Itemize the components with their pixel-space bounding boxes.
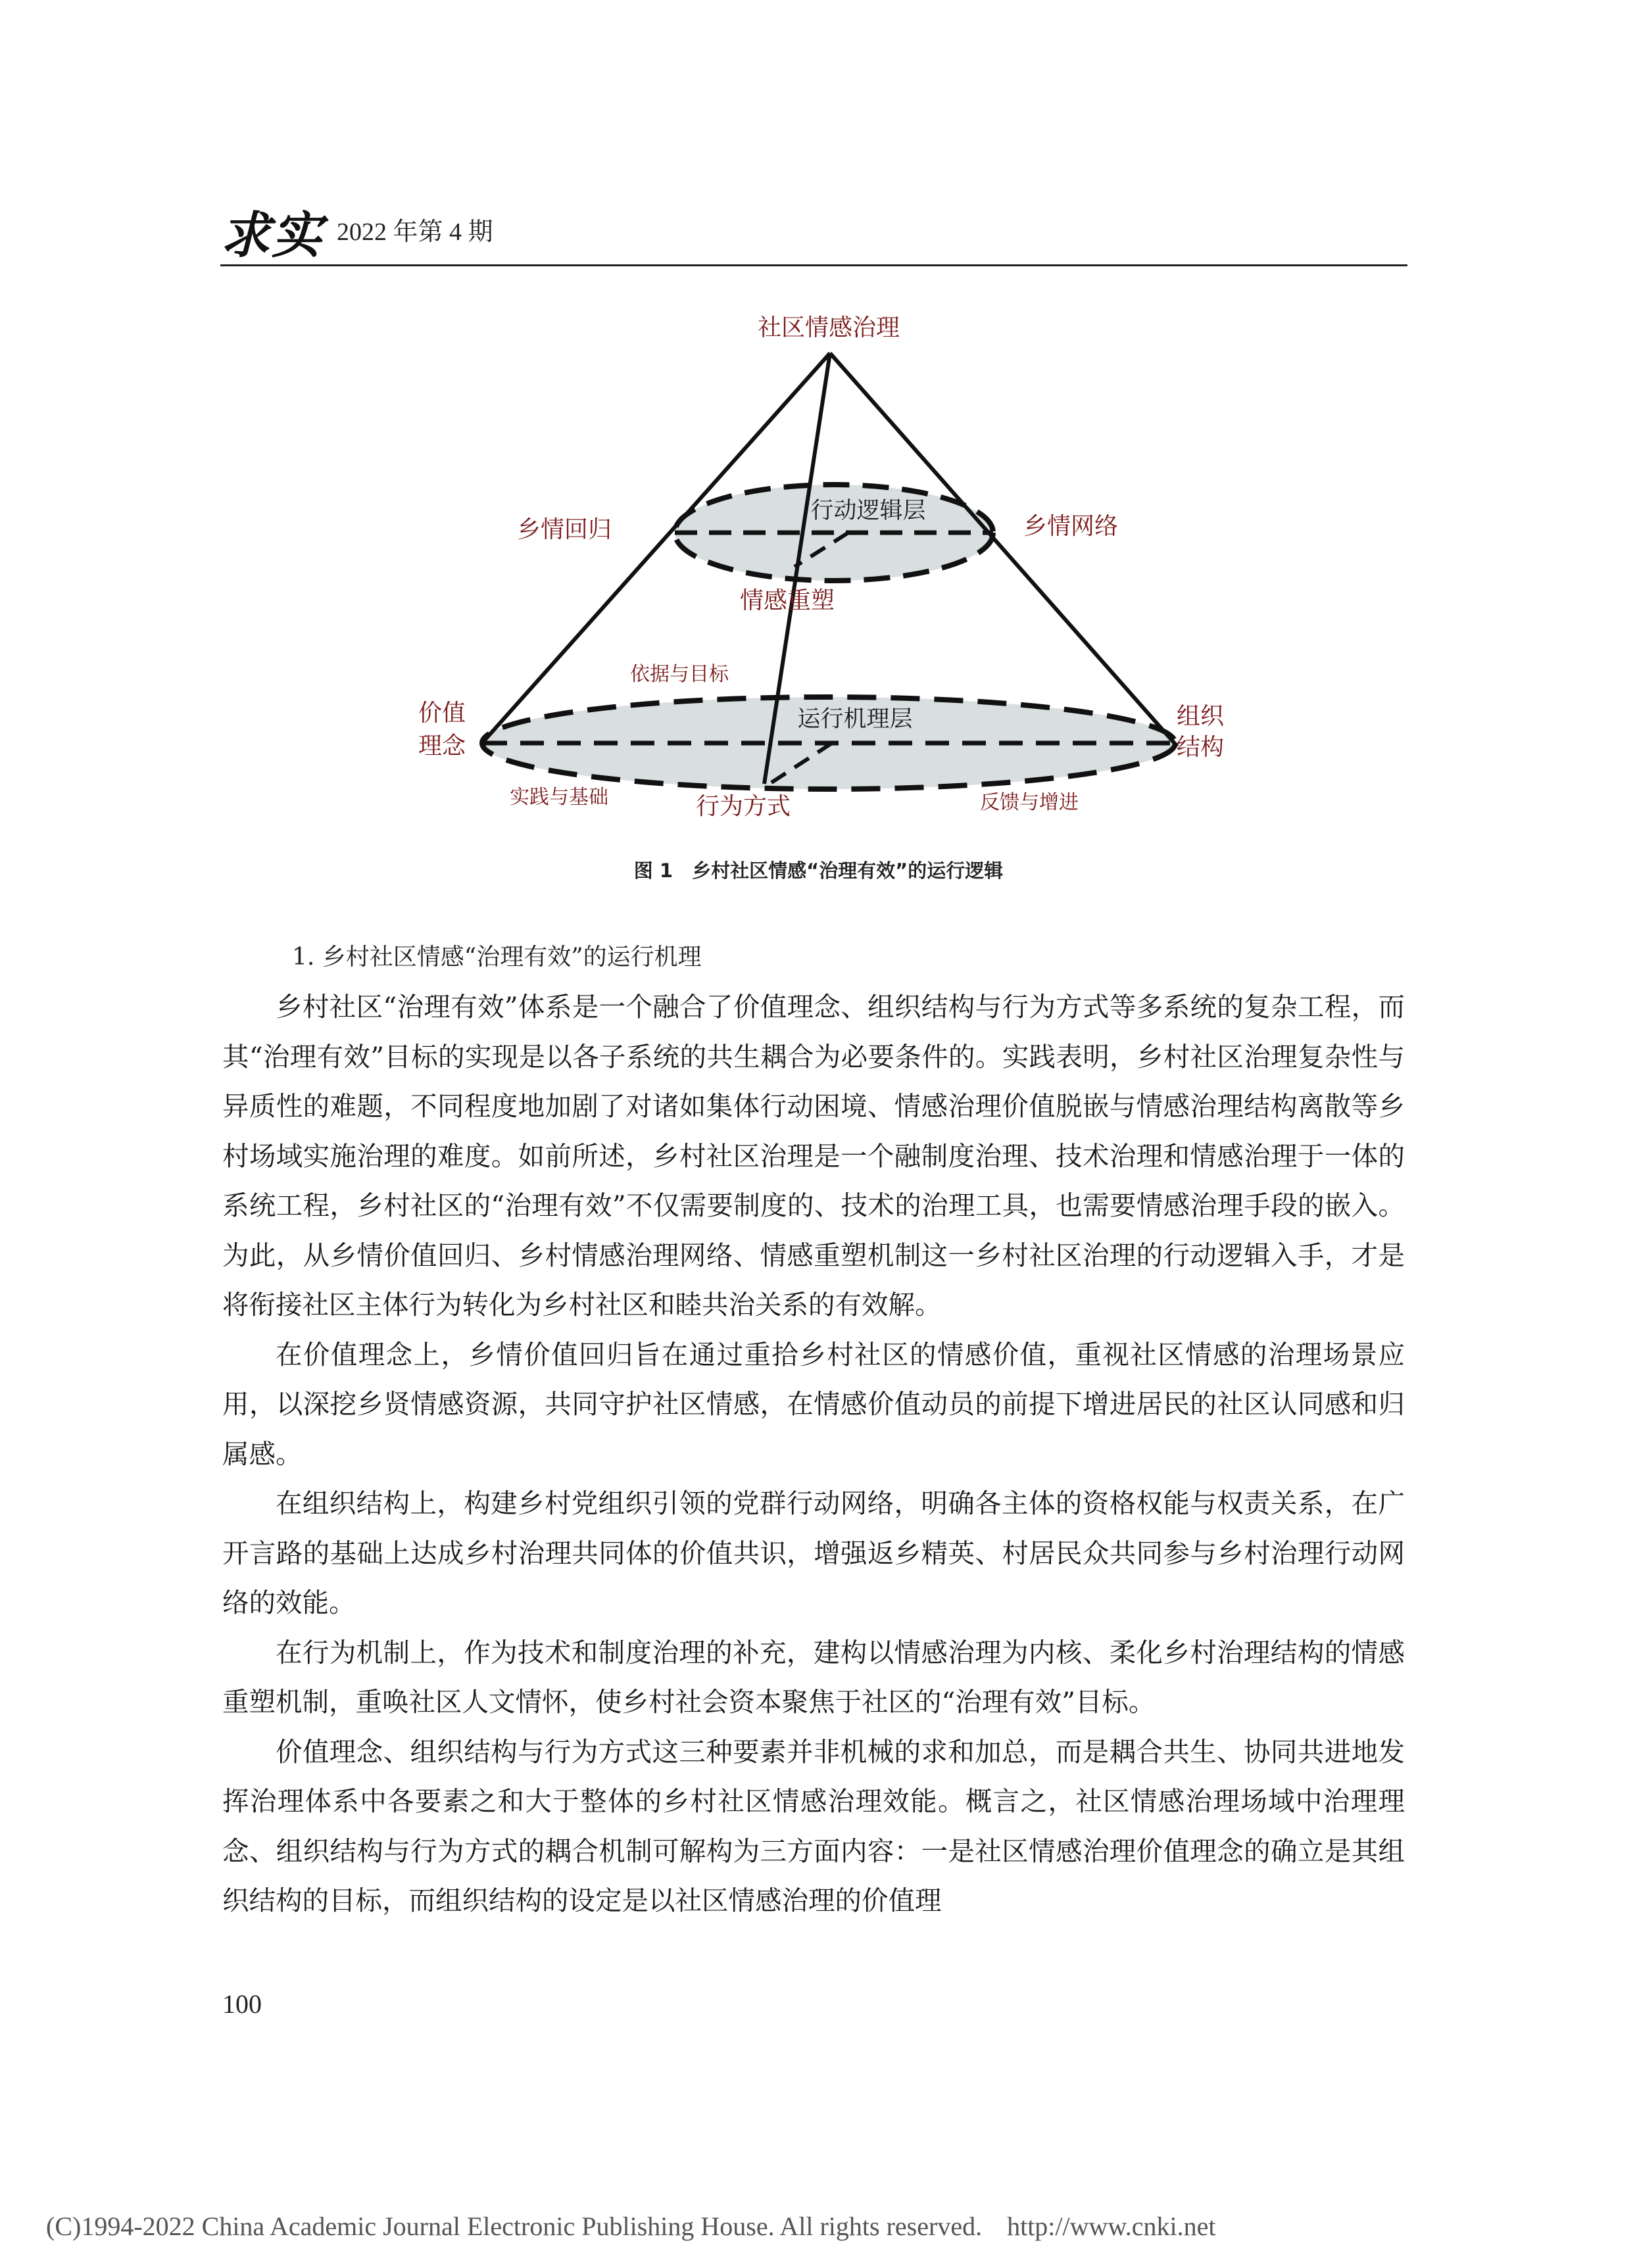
upper-layer-label: 行动逻辑层 <box>810 498 926 524</box>
bottom-left-label: 实践与基础 <box>510 786 608 809</box>
issue-label: 2022 年第 4 期 <box>337 218 493 246</box>
copyright-text: (C)1994-2022 China Academic Journal Electronic Publishing House. All rights reserved. <box>46 2211 983 2241</box>
copyright-line <box>46 2213 1215 2240</box>
section-heading: 1. 乡村社区情感“治理有效”的运行机理 <box>292 944 702 971</box>
journal-logo: 求实 <box>220 206 323 264</box>
page-number: 100 <box>222 1989 262 2019</box>
lower-right-label-line1: 组织 <box>1176 703 1225 730</box>
upper-left-label: 乡情回归 <box>516 516 612 543</box>
paragraph: 在组织结构上，构建乡村党组织引领的党群行动网络，明确各主体的资格权能与权责关系，在广开言路的基础上达成乡村治理共同体的价值共识，增强返乡精英、村居民众共同参与乡村治理行动网络的效能。 <box>222 1487 1405 1618</box>
lower-left-label-line1: 价值 <box>418 700 466 727</box>
apex-label: 社区情感治理 <box>757 314 900 341</box>
bottom-right-label: 反馈与增进 <box>980 791 1079 814</box>
cone-diagram <box>0 0 1637 921</box>
body-text <box>222 982 1405 1926</box>
middle-label: 依据与目标 <box>630 663 729 686</box>
paragraph: 在行为机制上，作为技术和制度治理的补充，建构以情感治理为内核、柔化乡村治理结构的情感重塑机制，重唤社区人文情怀，使乡村社会资本聚焦于社区的“治理有效”目标。 <box>222 1636 1405 1718</box>
upper-right-label: 乡情网络 <box>1023 513 1119 540</box>
paragraph: 在价值理念上，乡情价值回归旨在通过重拾乡村社区的情感价值，重视社区情感的治理场景应用，以深挖乡贤情感资源，共同守护社区情感，在情感价值动员的前提下增进居民的社区认同感和归属感。 <box>222 1338 1405 1470</box>
lower-right-label-line2: 结构 <box>1176 734 1225 761</box>
figure-caption: 图 1 乡村社区情感“治理有效”的运行逻辑 <box>633 859 1004 882</box>
lower-front-label: 行为方式 <box>695 793 791 820</box>
cone-figure <box>0 0 1637 921</box>
lower-left-label-line2: 理念 <box>418 733 466 760</box>
paragraph: 乡村社区“治理有效”体系是一个融合了价值理念、组织结构与行为方式等多系统的复杂工程，而其“治理有效”目标的实现是以各子系统的共生耦合为必要条件的。实践表明，乡村社区治理复杂性与异质性的难题，不同程度地加剧了对诸如集体行动困境、情感治理价值脱嵌与情感治理结构离散等乡村场域实施治理的难度。如前所述，乡村社区治理是一个融制度治理、技术治理和情感治理于一体的系统工程，乡村社区的“治理有效”不仅需要制度的、技术的治理工具，也需要情感治理手段的嵌入。为此，从乡情价值回归、乡村情感治理网络、情感重塑机制这一乡村社区治理的行动逻辑入手，才是将衔接社区主体行为转化为乡村社区和睦共治关系的有效解。 <box>222 991 1405 1320</box>
lower-layer-label: 运行机理层 <box>797 706 913 733</box>
upper-front-label: 情感重塑 <box>739 587 835 614</box>
paragraph: 价值理念、组织结构与行为方式这三种要素并非机械的求和加总，而是耦合共生、协同共进地发挥治理体系中各要素之和大于整体的乡村社区情感治理效能。概言之，社区情感治理场域中治理理念、组织结构与行为方式的耦合机制可解构为三方面内容：一是社区情感治理价值理念的确立是其组织结构的目标，而组织结构的设定是以社区情感治理的价值理 <box>222 1735 1405 1916</box>
cnki-link[interactable]: http://www.cnki.net <box>1007 2211 1216 2241</box>
